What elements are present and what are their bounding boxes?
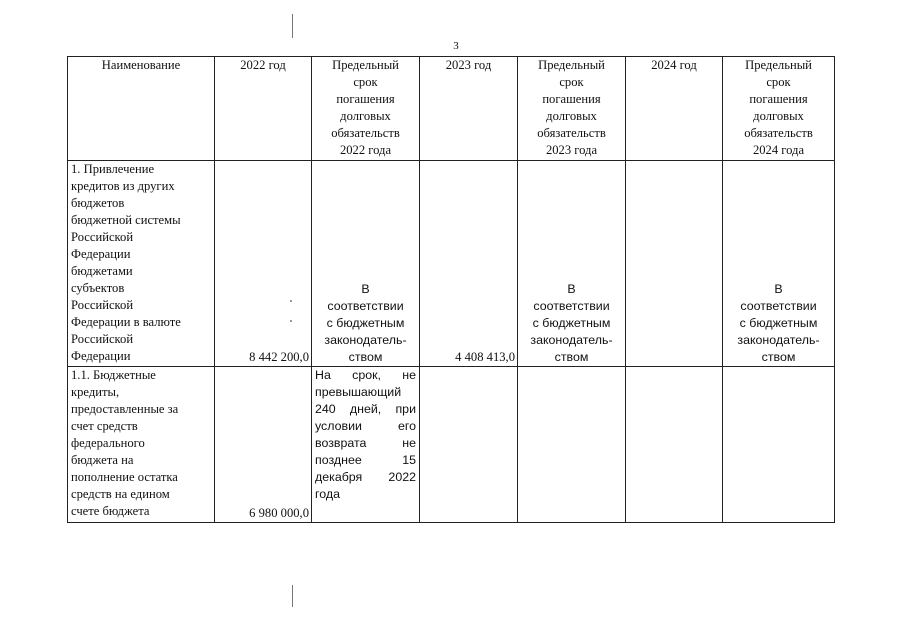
header-term-2023: Предельный срок погашения долговых обязательств 2023 года [518, 57, 626, 161]
table-row [68, 161, 835, 367]
term-2024: В соответствии с бюджетным законодатель- ством [723, 161, 835, 367]
header-term-2022: Предельный срок погашения долговых обязательств 2022 года [312, 57, 420, 161]
amount-2023 [420, 367, 518, 523]
amount-2022: 6 980 000,0 [215, 367, 312, 523]
page-number: 3 [453, 40, 459, 52]
term-2024 [723, 367, 835, 523]
header-term-2024: Предельный срок погашения долговых обязательств 2024 года [723, 57, 835, 161]
header-2022: 2022 год [215, 57, 312, 161]
amount-2022: 8 442 200,0 [215, 161, 312, 367]
row-name: 1.1. Бюджетные кредиты, предоставленные за счет средств федерального бюджета на пополнение остатка средств на едином счете бюджета [68, 367, 215, 523]
header-2024: 2024 год [626, 57, 723, 161]
table-row [68, 367, 835, 523]
amount-2024 [626, 161, 723, 367]
amount-2023: 4 408 413,0 [420, 161, 518, 367]
term-2022: В соответствии с бюджетным законодатель- ством [312, 161, 420, 367]
term-2023: В соответствии с бюджетным законодатель- ством [518, 161, 626, 367]
table-header-row [68, 57, 835, 161]
header-name: Наименование [68, 57, 215, 161]
header-2023: 2023 год [420, 57, 518, 161]
term-2023 [518, 367, 626, 523]
row-name: 1. Привлечение кредитов из других бюджетов бюджетной системы Российской Федерации бюджетами субъектов Российской Федерации в валюте Российской Федерации [68, 161, 215, 367]
margin-mark-bottom [292, 585, 293, 607]
amount-2024 [626, 367, 723, 523]
borrowing-table [67, 56, 835, 523]
term-2022: На срок, не превышающий 240 дней, при условии его возврата не позднее 15 декабря 2022 года [312, 367, 420, 523]
margin-mark-top [292, 14, 293, 38]
